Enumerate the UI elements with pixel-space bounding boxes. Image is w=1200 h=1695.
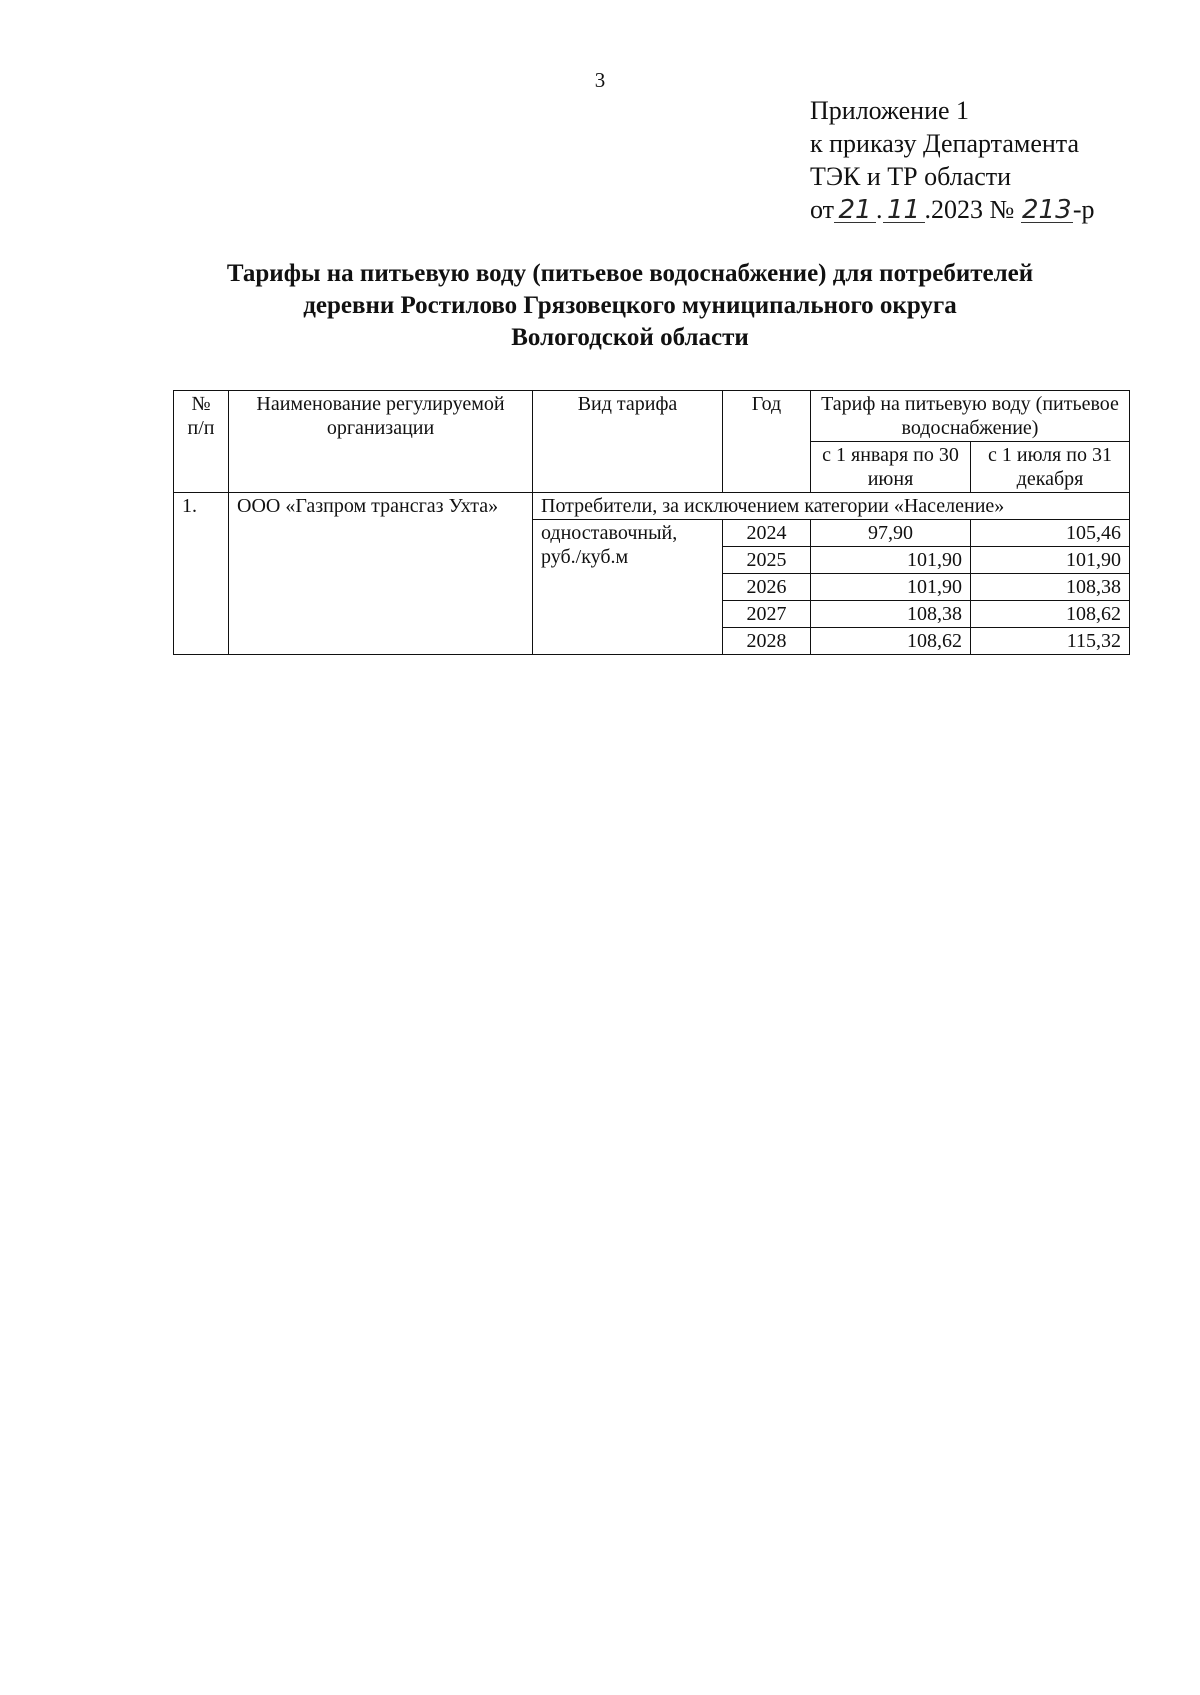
appendix-block	[810, 94, 1095, 226]
handwritten-month: 11	[883, 198, 925, 223]
header-tariff: Тариф на питьевую воду (питьевое водоснабжение)	[811, 391, 1130, 442]
tariff-h1-cell: 108,38	[811, 601, 971, 628]
title-line-3: Вологодской области	[511, 324, 749, 351]
header-row	[174, 391, 1130, 442]
header-tariff-type: Вид тарифа	[533, 391, 723, 493]
page-number: 3	[594, 68, 606, 92]
tariff-h2-cell: 101,90	[971, 547, 1130, 574]
header-period-2: с 1 июля по 31 декабря	[971, 442, 1130, 493]
tariff-h1-cell: 97,90	[811, 520, 971, 547]
consumer-category: Потребители, за исключением категории «Население»	[533, 493, 1130, 520]
order-suffix: -р	[1072, 195, 1095, 224]
tariff-h2-cell: 115,32	[971, 628, 1130, 655]
tariff-type: одноставочный, руб./куб.м	[533, 520, 723, 655]
tariff-h2-cell: 108,62	[971, 601, 1130, 628]
from-label: от	[810, 195, 835, 224]
tariff-h2-cell: 108,38	[971, 574, 1130, 601]
title-line-1: Тарифы на питьевую воду (питьевое водоснабжение) для потребителей	[226, 260, 1034, 287]
year-cell: 2024	[723, 520, 811, 547]
handwritten-day: 21	[834, 198, 876, 223]
tariff-table	[173, 390, 1130, 655]
organization-name: ООО «Газпром трансгаз Ухта»	[229, 493, 533, 655]
appendix-date-line: от 21 . 11 .2023 № 213-р	[810, 195, 1095, 225]
handwritten-number: 213	[1022, 195, 1072, 225]
appendix-line-1: Приложение 1	[810, 96, 970, 125]
document-title	[150, 258, 1110, 354]
appendix-line-3: ТЭК и ТР области	[810, 162, 1012, 191]
table-row	[174, 493, 1130, 520]
header-year: Год	[723, 391, 811, 493]
tariff-h1-cell: 101,90	[811, 574, 971, 601]
tariff-h1-cell: 101,90	[811, 547, 971, 574]
header-period-1: с 1 января по 30 июня	[811, 442, 971, 493]
title-line-2: деревни Ростилово Грязовецкого муниципального округа	[303, 292, 957, 319]
year-cell: 2025	[723, 547, 811, 574]
header-organization: Наименование регулируемой организации	[229, 391, 533, 493]
tariff-h1-cell: 108,62	[811, 628, 971, 655]
appendix-line-2: к приказу Департамента	[810, 129, 1080, 158]
row-number: 1.	[174, 493, 229, 655]
year-part: .2023 №	[924, 195, 1015, 224]
year-cell: 2026	[723, 574, 811, 601]
year-cell: 2027	[723, 601, 811, 628]
header-num: № п/п	[174, 391, 229, 493]
tariff-h2-cell: 105,46	[971, 520, 1130, 547]
year-cell: 2028	[723, 628, 811, 655]
